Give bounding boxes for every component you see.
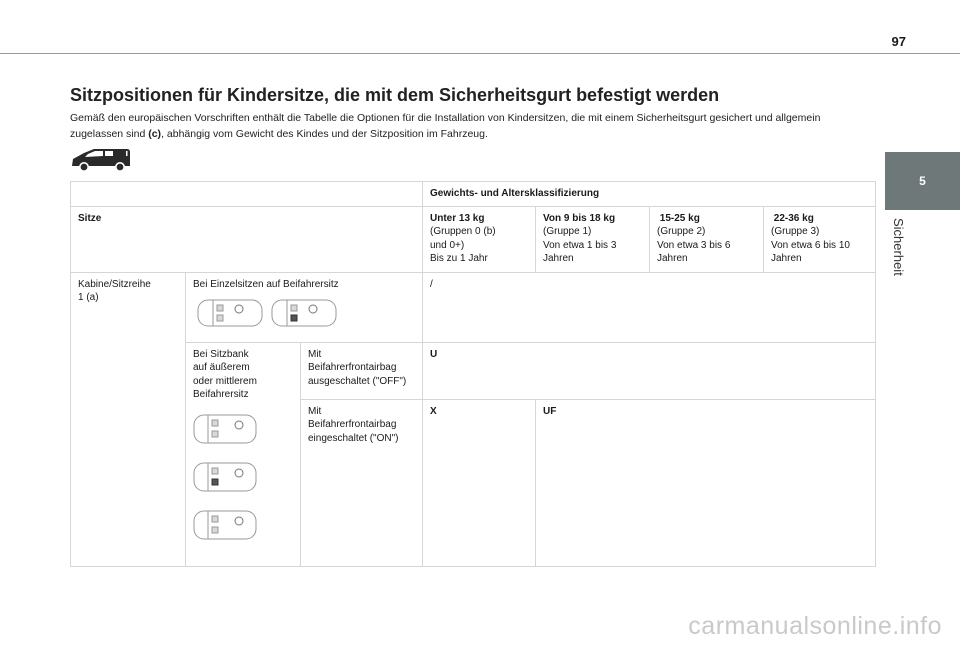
intro-code: (c)	[148, 128, 162, 140]
child-seat-table	[70, 181, 876, 567]
car-seat-diagram-icon	[193, 297, 343, 331]
group-line: (Gruppe 3)	[771, 226, 820, 237]
group-line: (Gruppe 2)	[657, 226, 706, 237]
bench-label-line: Bei Sitzbank	[193, 348, 249, 360]
group-weight: 15-25 kg	[657, 212, 700, 224]
group-weight: Unter 13 kg	[430, 212, 485, 224]
row-label-line: Kabine/Sitzreihe	[78, 278, 151, 290]
group-cell	[764, 206, 876, 272]
bench-label-line: Beifahrersitz	[193, 389, 249, 400]
airbag-on-cell	[301, 399, 423, 566]
group-line: Jahren	[657, 253, 688, 264]
group-cell	[536, 206, 650, 272]
bench-label-line: oder mittlerem	[193, 375, 257, 387]
group-line: Jahren	[543, 253, 574, 264]
group-cell	[650, 206, 764, 272]
seats-header: Sitze	[71, 206, 423, 272]
page-title: Sitzpositionen für Kindersitze, die mit dem Sicherheitsgurt befestigt werden	[70, 85, 720, 105]
group-cell	[423, 206, 536, 272]
group-weight: Von 9 bis 18 kg	[543, 212, 616, 224]
intro-text-start: Gemäß den europäischen Vorschriften enthält die Tabelle die Optionen für die Installation von Kindersitzen, die mit einem Sicherheitsgurt gesichert und allgemein zugelassen sind	[70, 112, 821, 140]
row-label-cell	[71, 272, 186, 566]
group-line: Jahren	[771, 253, 802, 264]
page-number: 97	[891, 34, 906, 49]
chapter-tab[interactable]: 5	[885, 152, 960, 210]
classification-header: Gewichts- und Altersklassifizierung	[423, 182, 876, 207]
bench-cell	[186, 342, 301, 566]
group-line: Bis zu 1 Jahr	[430, 253, 488, 264]
airbag-off-line: ausgeschaltet ("OFF")	[308, 375, 407, 387]
intro-text-end: , abhängig vom Gewicht des Kindes und der Sitzposition im Fahrzeug.	[161, 128, 488, 140]
group-weight: 22-36 kg	[771, 212, 814, 224]
airbag-off-value: U	[423, 342, 876, 399]
group-line: (Gruppe 1)	[543, 226, 592, 237]
group-line: und 0+)	[430, 239, 465, 251]
chapter-label: Sicherheit	[891, 218, 906, 276]
airbag-on-line: eingeschaltet ("ON")	[308, 432, 399, 444]
airbag-on-value-rest: UF	[536, 399, 876, 566]
airbag-on-line: Beifahrerfrontairbag	[308, 419, 397, 431]
group-line: Von etwa 3 bis 6	[657, 239, 731, 251]
bench-seat-diagram-icon	[193, 411, 259, 561]
airbag-off-line: Mit	[308, 348, 322, 360]
airbag-off-cell	[301, 342, 423, 399]
airbag-on-line: Mit	[308, 405, 322, 417]
airbag-on-value-group0: X	[423, 399, 536, 566]
watermark: carmanualsonline.info	[688, 612, 942, 640]
bench-label-line: auf äußerem	[193, 362, 250, 373]
group-line: (Gruppen 0 (b)	[430, 226, 496, 237]
van-icon	[70, 146, 132, 174]
header-empty-cell	[71, 182, 423, 207]
group-line: Von etwa 6 bis 10	[771, 239, 850, 251]
airbag-off-line: Beifahrerfrontairbag	[308, 362, 397, 373]
header-rule	[0, 53, 960, 54]
group-line: Von etwa 1 bis 3	[543, 239, 617, 251]
intro-paragraph	[70, 110, 860, 142]
single-seat-cell	[186, 272, 423, 342]
single-seat-value: /	[423, 272, 876, 342]
row-label-line: 1 (a)	[78, 292, 99, 303]
single-seat-label: Bei Einzelsitzen auf Beifahrersitz	[193, 278, 339, 290]
